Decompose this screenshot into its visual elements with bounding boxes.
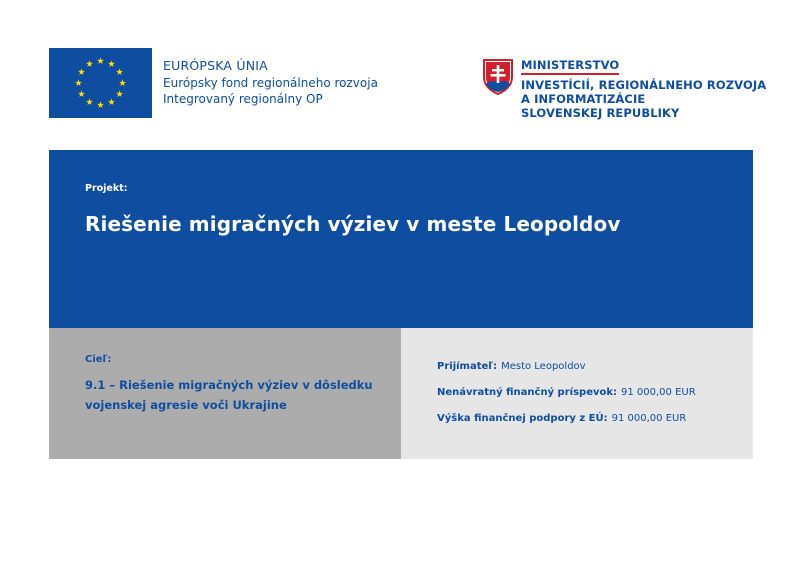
eu-star-icon bbox=[78, 68, 85, 75]
grant-row bbox=[437, 387, 696, 398]
eu-star-icon bbox=[86, 98, 93, 105]
eu-star-icon bbox=[116, 68, 123, 75]
ministry-line-3: A INFORMATIZÁCIE bbox=[521, 92, 646, 106]
ministry-line-4: SLOVENSKEJ REPUBLIKY bbox=[521, 106, 680, 120]
eu-title: EURÓPSKA ÚNIA bbox=[163, 58, 268, 73]
ministry-line-1: MINISTERSTVO bbox=[521, 58, 619, 75]
ministry-text-block bbox=[521, 58, 766, 120]
project-panel bbox=[49, 150, 753, 328]
project-label: Projekt: bbox=[85, 183, 128, 194]
eu-program: Integrovaný regionálny OP bbox=[163, 92, 323, 106]
eu-text-block bbox=[163, 58, 378, 107]
grant-value: 91 000,00 EUR bbox=[621, 387, 696, 398]
goal-label: Cieľ: bbox=[85, 354, 112, 365]
project-title: Riešenie migračných výziev v meste Leopoldov bbox=[85, 212, 621, 236]
recipient-label: Prijímateľ: bbox=[437, 361, 498, 372]
eu-star-icon bbox=[97, 101, 104, 108]
grant-label: Nenávratný finančný príspevok: bbox=[437, 387, 618, 398]
eu-support-value: 91 000,00 EUR bbox=[611, 413, 687, 424]
eu-flag-logo bbox=[49, 48, 152, 118]
eu-support-label: Výška finančnej podpory z EÚ: bbox=[437, 413, 608, 424]
eu-star-icon bbox=[119, 79, 126, 86]
eu-star-icon bbox=[78, 90, 85, 97]
info-panel bbox=[401, 328, 753, 459]
eu-support-row bbox=[437, 413, 686, 424]
slovak-coat-of-arms-icon bbox=[483, 59, 513, 95]
eu-fund: Európsky fond regionálneho rozvoja bbox=[163, 76, 378, 90]
goal-text: 9.1 – Riešenie migračných výziev v dôsledku vojenskej agresie voči Ukrajine bbox=[85, 378, 373, 412]
eu-star-icon bbox=[108, 60, 115, 67]
eu-star-icon bbox=[97, 57, 104, 64]
eu-star-icon bbox=[108, 98, 115, 105]
eu-stars-icon bbox=[49, 48, 152, 118]
goal-panel bbox=[49, 328, 401, 459]
eu-star-icon bbox=[116, 90, 123, 97]
recipient-value: Mesto Leopoldov bbox=[501, 361, 586, 372]
ministry-line-2: INVESTÍCIÍ, REGIONÁLNEHO ROZVOJA bbox=[521, 78, 767, 92]
eu-star-icon bbox=[86, 60, 93, 67]
eu-star-icon bbox=[75, 79, 82, 86]
recipient-row bbox=[437, 361, 586, 372]
